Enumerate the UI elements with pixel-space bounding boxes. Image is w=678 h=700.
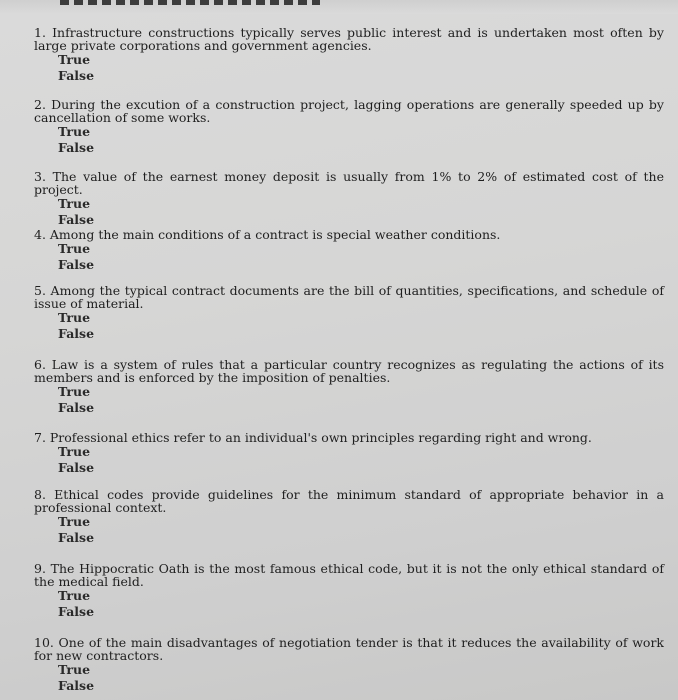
option-false[interactable]: False bbox=[58, 140, 95, 155]
option-true[interactable]: True bbox=[58, 196, 91, 211]
question-text: 5. Among the typical contract documents are the bill of quantities, specifications, and schedule of issue of material. bbox=[34, 283, 664, 311]
question-text: 8. Ethical codes provide guidelines for the minimum standard of appropriate behavior in a professional context. bbox=[34, 487, 664, 515]
option-true[interactable]: True bbox=[58, 662, 91, 677]
question-2 bbox=[34, 98, 664, 156]
question-text: 3. The value of the earnest money deposit is usually from 1% to 2% of estimated cost of the project. bbox=[34, 169, 664, 197]
option-true[interactable]: True bbox=[58, 444, 91, 459]
question-text: 6. Law is a system of rules that a particular country recognizes as regulating the actions of its members and is enforced by the imposition of penalties. bbox=[34, 357, 664, 385]
option-true[interactable]: True bbox=[58, 52, 91, 67]
option-false[interactable]: False bbox=[58, 460, 95, 475]
option-true[interactable]: True bbox=[58, 384, 91, 399]
option-false[interactable]: False bbox=[58, 68, 95, 83]
option-false[interactable]: False bbox=[58, 326, 95, 341]
option-false[interactable]: False bbox=[58, 604, 95, 619]
question-text: 1. Infrastructure constructions typically serves public interest and is undertaken most often by large private corporations and government agencies. bbox=[34, 25, 664, 53]
question-4 bbox=[34, 228, 664, 273]
option-false[interactable]: False bbox=[58, 400, 95, 415]
question-text: 4. Among the main conditions of a contract is special weather conditions. bbox=[34, 227, 501, 242]
question-3 bbox=[34, 170, 664, 228]
option-false[interactable]: False bbox=[58, 257, 95, 272]
question-9 bbox=[34, 562, 664, 620]
question-1 bbox=[34, 26, 664, 84]
question-text: 2. During the excution of a construction project, lagging operations are generally speeded up by cancellation of some works. bbox=[34, 97, 664, 125]
question-10 bbox=[34, 636, 664, 694]
question-text: 7. Professional ethics refer to an individual's own principles regarding right and wrong. bbox=[34, 430, 592, 445]
question-5 bbox=[34, 284, 664, 342]
option-true[interactable]: True bbox=[58, 124, 91, 139]
option-true[interactable]: True bbox=[58, 241, 91, 256]
option-false[interactable]: False bbox=[58, 212, 95, 227]
option-true[interactable]: True bbox=[58, 310, 91, 325]
option-true[interactable]: True bbox=[58, 588, 91, 603]
option-false[interactable]: False bbox=[58, 530, 95, 545]
option-false[interactable]: False bbox=[58, 678, 95, 693]
question-8 bbox=[34, 488, 664, 546]
option-true[interactable]: True bbox=[58, 514, 91, 529]
question-text: 10. One of the main disadvantages of negotiation tender is that it reduces the availability of work for new contractors. bbox=[34, 635, 664, 663]
question-7 bbox=[34, 431, 664, 476]
question-6 bbox=[34, 358, 664, 416]
question-text: 9. The Hippocratic Oath is the most famous ethical code, but it is not the only ethical standard of the medical field. bbox=[34, 561, 664, 589]
